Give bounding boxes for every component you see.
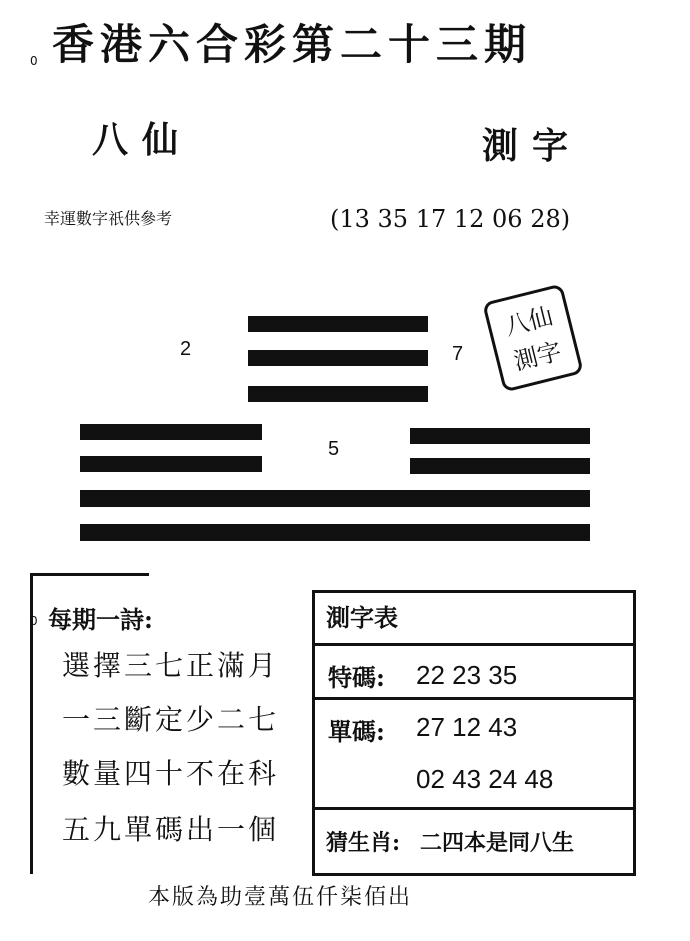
lucky-numbers: (13 35 17 12 06 28) bbox=[330, 205, 571, 233]
hexagram-bar-right bbox=[410, 458, 590, 474]
hexagram-bar-full bbox=[80, 490, 590, 507]
section-heading-character-reading: 測字 bbox=[482, 125, 583, 167]
single-code-numbers: 27 12 43 bbox=[416, 712, 518, 742]
lucky-numbers-label: 幸運數字祇供參考 bbox=[44, 209, 173, 228]
hexagram-number: 5 bbox=[328, 438, 340, 460]
zodiac-label: 猜生肖: bbox=[326, 830, 401, 856]
trigram-bar bbox=[248, 316, 428, 332]
special-code-numbers: 22 23 35 bbox=[416, 660, 518, 690]
section-heading-bagua: 八仙 bbox=[92, 119, 193, 161]
hexagram-number: 2 bbox=[180, 338, 192, 360]
special-code-label: 特碼: bbox=[328, 663, 385, 692]
page-title: 香港六合彩第二十三期 bbox=[52, 20, 533, 69]
hexagram-bar-left bbox=[80, 424, 262, 440]
poem-line: 選擇三七正滿月 bbox=[62, 649, 280, 682]
extra-code-numbers: 02 43 24 48 bbox=[416, 764, 554, 794]
trigram-bar bbox=[248, 386, 428, 402]
table-divider bbox=[315, 697, 633, 700]
hexagram-bar-full bbox=[80, 524, 590, 541]
hexagram-number: 7 bbox=[452, 343, 464, 365]
poem-line: 一三斷定少二七 bbox=[62, 703, 280, 736]
corner-mark: 0 bbox=[30, 54, 38, 68]
poem-line: 五九單碼出一個 bbox=[62, 813, 280, 846]
zodiac-value: 二四本是同八生 bbox=[420, 830, 575, 856]
table-divider bbox=[315, 643, 633, 646]
table-title: 測字表 bbox=[326, 603, 398, 632]
table-divider bbox=[315, 807, 633, 810]
poem-mark: 0 bbox=[30, 614, 38, 628]
poem-line: 數量四十不在科 bbox=[62, 757, 280, 790]
stamp-line: 八仙 bbox=[502, 302, 556, 341]
bagua-stamp bbox=[482, 283, 584, 392]
poem-heading: 每期一詩: bbox=[48, 605, 153, 634]
footer-note: 本版為助壹萬伍仟柒佰出 bbox=[148, 885, 413, 910]
hexagram-bar-left bbox=[80, 456, 262, 472]
hexagram-bar-right bbox=[410, 428, 590, 444]
single-code-label: 單碼: bbox=[328, 717, 385, 746]
stamp-line: 測字 bbox=[510, 337, 565, 376]
trigram-bar bbox=[248, 350, 428, 366]
